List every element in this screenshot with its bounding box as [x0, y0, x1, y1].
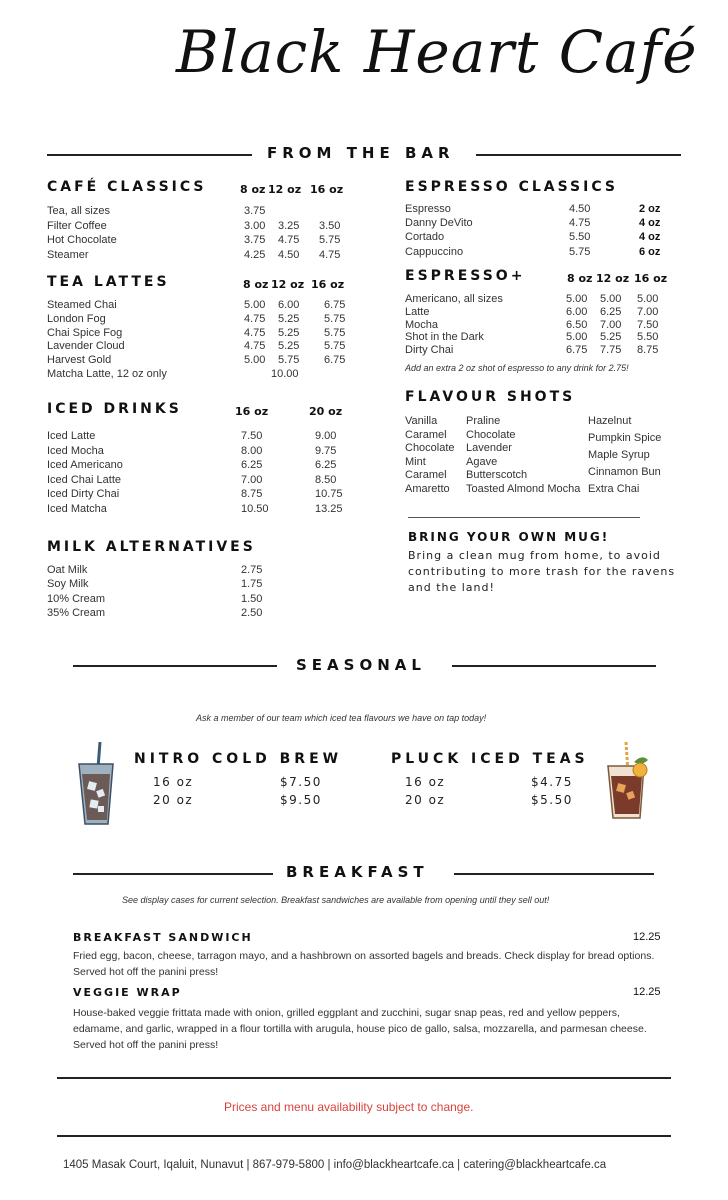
item-price: 3.00 — [244, 219, 266, 232]
menu-row — [405, 216, 675, 230]
item-price: 8.75 — [241, 488, 263, 500]
menu-row — [47, 339, 367, 353]
cafe-title: Black Heart Café — [176, 18, 698, 86]
item-price: 8.50 — [315, 473, 337, 486]
item-price: 6.75 — [324, 354, 346, 367]
menu-row — [47, 233, 367, 247]
menu-row — [405, 343, 675, 357]
size-header: 16 oz — [310, 183, 344, 196]
item-price: 4.75 — [244, 340, 266, 353]
size-header: 8 oz — [243, 278, 269, 291]
divider — [476, 154, 681, 156]
item-price: 7.00 — [600, 318, 622, 331]
espresso-plus-heading: ESPRESSO+ — [405, 268, 526, 284]
item-price: 5.00 — [637, 293, 659, 305]
item-size: 4 oz — [639, 217, 661, 230]
item-price: 7.75 — [600, 344, 622, 357]
flavour-item: Lavender — [466, 442, 512, 455]
item-price: 6.75 — [324, 299, 346, 311]
flavour-item: Pumpkin Spice — [588, 432, 662, 444]
item-name: Shot in the Dark — [405, 331, 484, 344]
iced-tea-glass-icon — [604, 742, 654, 822]
breakfast-item-price: 12.25 — [633, 986, 661, 998]
item-name: Iced Americano — [47, 459, 123, 471]
flavour-item: Agave — [466, 455, 498, 468]
nitro-price: $7.50 — [280, 775, 322, 789]
flavour-item: Caramel — [405, 469, 447, 482]
size-header: 12 oz — [271, 278, 305, 291]
breakfast-item-name: VEGGIE WRAP — [73, 986, 182, 999]
item-price: 6.25 — [315, 459, 337, 471]
tea-lattes-heading: TEA LATTES — [47, 274, 170, 290]
size-header: 16 oz — [311, 278, 345, 291]
menu-row — [47, 563, 307, 577]
item-price: 6.00 — [278, 299, 300, 311]
item-price: 13.25 — [315, 502, 343, 515]
item-price: 10.75 — [315, 488, 343, 500]
item-price: 4.50 — [278, 248, 300, 261]
item-price: 9.75 — [315, 444, 337, 457]
item-price: 5.75 — [278, 354, 300, 367]
menu-row — [47, 326, 367, 340]
item-price: 4.75 — [569, 217, 591, 230]
item-size: 6 oz — [639, 245, 661, 258]
section-title-seasonal: SEASONAL — [296, 656, 426, 674]
flavour-item: Praline — [466, 415, 501, 427]
breakfast-item-name: BREAKFAST SANDWICH — [73, 931, 253, 944]
flavour-item: Butterscotch — [466, 469, 528, 482]
item-price: 10.00 — [271, 368, 299, 380]
item-name: Lavender Cloud — [47, 340, 125, 353]
nitro-size: 20 oz — [153, 793, 194, 807]
pluck-price: $4.75 — [531, 775, 573, 789]
flavour-item: Chocolate — [466, 428, 516, 441]
item-name: Filter Coffee — [47, 219, 107, 232]
menu-row — [47, 444, 367, 458]
item-name: Tea, all sizes — [47, 205, 110, 217]
flavour-item: Toasted Almond Mocha — [466, 483, 581, 495]
cafe-classics-heading: CAFÉ CLASSICS — [47, 179, 207, 195]
breakfast-note: See display cases for current selection. Breakfast sandwiches are available from opening until they sell out! — [122, 895, 550, 905]
item-price: 7.50 — [241, 430, 263, 442]
pluck-size: 20 oz — [405, 793, 446, 807]
iced-coffee-cup-icon — [76, 742, 118, 828]
item-price: 4.75 — [319, 248, 341, 261]
mug-text: Bring a clean mug from home, to avoid contributing to more trash for the ravens and the land! — [408, 549, 676, 594]
nitro-size: 16 oz — [153, 775, 194, 789]
flavour-item: Chocolate — [405, 442, 455, 455]
divider — [452, 665, 656, 667]
item-name: Iced Chai Latte — [47, 473, 121, 486]
item-name: Steamer — [47, 248, 89, 261]
item-price: 5.75 — [569, 245, 591, 258]
item-price: 6.50 — [566, 318, 588, 331]
menu-row — [47, 487, 367, 501]
mug-heading: BRING YOUR OWN MUG! — [408, 530, 610, 544]
item-price: 1.50 — [241, 592, 263, 605]
item-price: 3.25 — [278, 219, 300, 232]
flavour-item: Extra Chai — [588, 483, 640, 495]
flavour-item: Maple Syrup — [588, 449, 650, 461]
item-price: 7.50 — [637, 318, 659, 331]
breakfast-item-desc: House-baked veggie frittata made with onion, grilled eggplant and zucchini, sugar snap peas, red and yellow peppers, edamame, and garlic, wrapped in a flour tortilla with arugula, house pico de gallo, salsa, mozzarella, and parmesan cheese. Served hot off the panini press! — [73, 1007, 647, 1051]
pluck-size: 16 oz — [405, 775, 446, 789]
item-price: 5.00 — [244, 354, 266, 367]
milk-alternatives-heading: MILK ALTERNATIVES — [47, 539, 256, 555]
menu-row — [47, 367, 367, 381]
seasonal-note: Ask a member of our team which iced tea flavours we have on tap today! — [196, 713, 487, 723]
item-price: 5.75 — [324, 326, 346, 339]
item-price: 9.00 — [315, 430, 337, 442]
size-header: 12 oz — [596, 272, 630, 285]
divider — [408, 517, 640, 518]
divider — [73, 873, 273, 875]
item-price: 5.00 — [566, 293, 588, 305]
item-price: 4.50 — [569, 203, 591, 215]
item-price: 2.50 — [241, 606, 263, 619]
section-title-from-the-bar: FROM THE BAR — [267, 144, 455, 162]
item-name: Iced Mocha — [47, 444, 104, 457]
item-price: 5.75 — [324, 312, 346, 325]
item-name: London Fog — [47, 312, 106, 325]
item-name: Iced Dirty Chai — [47, 488, 120, 500]
item-price: 7.00 — [637, 305, 659, 318]
menu-row — [47, 577, 307, 591]
item-name: Iced Matcha — [47, 502, 107, 515]
flavour-item: Caramel — [405, 428, 447, 441]
item-price: 5.00 — [600, 293, 622, 305]
menu-row — [47, 458, 367, 472]
disclaimer: Prices and menu availability subject to change. — [224, 1100, 474, 1114]
item-price: 5.25 — [278, 326, 300, 339]
flavour-item: Hazelnut — [588, 415, 632, 427]
menu-row — [405, 245, 675, 259]
menu-row — [47, 473, 367, 487]
nitro-price: $9.50 — [280, 793, 322, 807]
item-price: 8.75 — [637, 344, 659, 357]
item-price: 4.25 — [244, 248, 266, 261]
item-name: Americano, all sizes — [405, 293, 503, 305]
espresso-classics-heading: ESPRESSO CLASSICS — [405, 179, 618, 195]
item-name: Mocha — [405, 318, 439, 331]
menu-row — [47, 606, 307, 620]
item-name: Danny DeVito — [405, 217, 473, 230]
menu-row — [47, 204, 367, 218]
item-price: 4.75 — [278, 234, 300, 246]
item-name: Dirty Chai — [405, 344, 454, 357]
section-title-breakfast: BREAKFAST — [286, 863, 429, 881]
item-name: Iced Latte — [47, 430, 96, 442]
divider — [73, 665, 277, 667]
size-header: 16 oz — [235, 405, 269, 418]
item-price: 5.50 — [637, 331, 659, 344]
item-price: 3.50 — [319, 219, 341, 232]
menu-row — [47, 429, 367, 443]
menu-row — [47, 353, 367, 367]
item-size: 4 oz — [639, 231, 661, 244]
item-price: 10.50 — [241, 502, 269, 515]
item-price: 5.00 — [244, 299, 266, 311]
menu-row — [47, 592, 307, 606]
divider — [57, 1077, 671, 1079]
pluck-price: $5.50 — [531, 793, 573, 807]
item-price: 3.75 — [244, 205, 266, 217]
item-name: 35% Cream — [47, 606, 106, 619]
item-name: Cappuccino — [405, 245, 464, 258]
item-name: Oat Milk — [47, 564, 88, 576]
size-header: 8 oz — [240, 183, 266, 196]
item-name: Harvest Gold — [47, 354, 112, 367]
item-price: 4.75 — [244, 312, 266, 325]
item-price: 4.75 — [244, 326, 266, 339]
breakfast-item-price: 12.25 — [633, 931, 661, 943]
menu-row — [405, 230, 675, 244]
size-header: 16 oz — [634, 272, 668, 285]
breakfast-item-desc: Fried egg, bacon, cheese, tarragon mayo, and a hashbrown on assorted bagels and breads. Check display for bread options. Served hot off the panini press! — [73, 950, 655, 978]
size-header: 12 oz — [268, 183, 302, 196]
item-name: Cortado — [405, 231, 445, 244]
item-name: Espresso — [405, 203, 451, 215]
espresso-note: Add an extra 2 oz shot of espresso to any drink for 2.75! — [405, 363, 629, 373]
item-name: Steamed Chai — [47, 299, 117, 311]
flavour-item: Mint — [405, 455, 426, 468]
menu-row — [47, 502, 367, 516]
item-price: 5.00 — [566, 331, 588, 344]
item-name: Latte — [405, 305, 430, 318]
item-price: 8.00 — [241, 444, 263, 457]
menu-row — [47, 312, 367, 326]
nitro-heading: NITRO COLD BREW — [134, 751, 343, 767]
item-size: 2 oz — [639, 203, 661, 215]
menu-row — [405, 202, 675, 216]
item-price: 6.75 — [566, 344, 588, 357]
item-price: 5.75 — [324, 340, 346, 353]
size-header: 8 oz — [567, 272, 593, 285]
menu-row — [47, 248, 367, 262]
size-header: 20 oz — [309, 405, 343, 418]
item-price: 5.50 — [569, 231, 591, 244]
pluck-heading: PLUCK ICED TEAS — [391, 751, 589, 767]
item-price: 3.75 — [244, 234, 266, 246]
flavour-item: Vanilla — [405, 415, 438, 427]
item-price: 5.25 — [600, 331, 622, 344]
item-price: 7.00 — [241, 473, 263, 486]
divider — [454, 873, 654, 875]
iced-drinks-heading: ICED DRINKS — [47, 401, 182, 417]
flavour-item: Amaretto — [405, 483, 450, 495]
item-price: 5.25 — [278, 312, 300, 325]
item-name: Chai Spice Fog — [47, 326, 123, 339]
item-name: Matcha Latte, 12 oz only — [47, 368, 167, 380]
item-price: 6.00 — [566, 305, 588, 318]
menu-row — [47, 298, 367, 312]
flavour-item: Cinnamon Bun — [588, 466, 661, 478]
divider — [57, 1135, 671, 1137]
item-price: 6.25 — [241, 459, 263, 471]
item-name: Soy Milk — [47, 578, 89, 591]
footer-contact: 1405 Masak Court, Iqaluit, Nunavut | 867-979-5800 | info@blackheartcafe.ca | catering@blackheartcafe.ca — [63, 1159, 607, 1171]
item-price: 1.75 — [241, 578, 263, 591]
item-price: 5.25 — [278, 340, 300, 353]
divider — [47, 154, 252, 156]
item-price: 2.75 — [241, 564, 263, 576]
item-name: 10% Cream — [47, 592, 106, 605]
item-price: 6.25 — [600, 305, 622, 318]
flavour-shots-heading: FLAVOUR SHOTS — [405, 389, 576, 405]
item-name: Hot Chocolate — [47, 234, 117, 246]
menu-row — [47, 219, 367, 233]
item-price: 5.75 — [319, 234, 341, 246]
